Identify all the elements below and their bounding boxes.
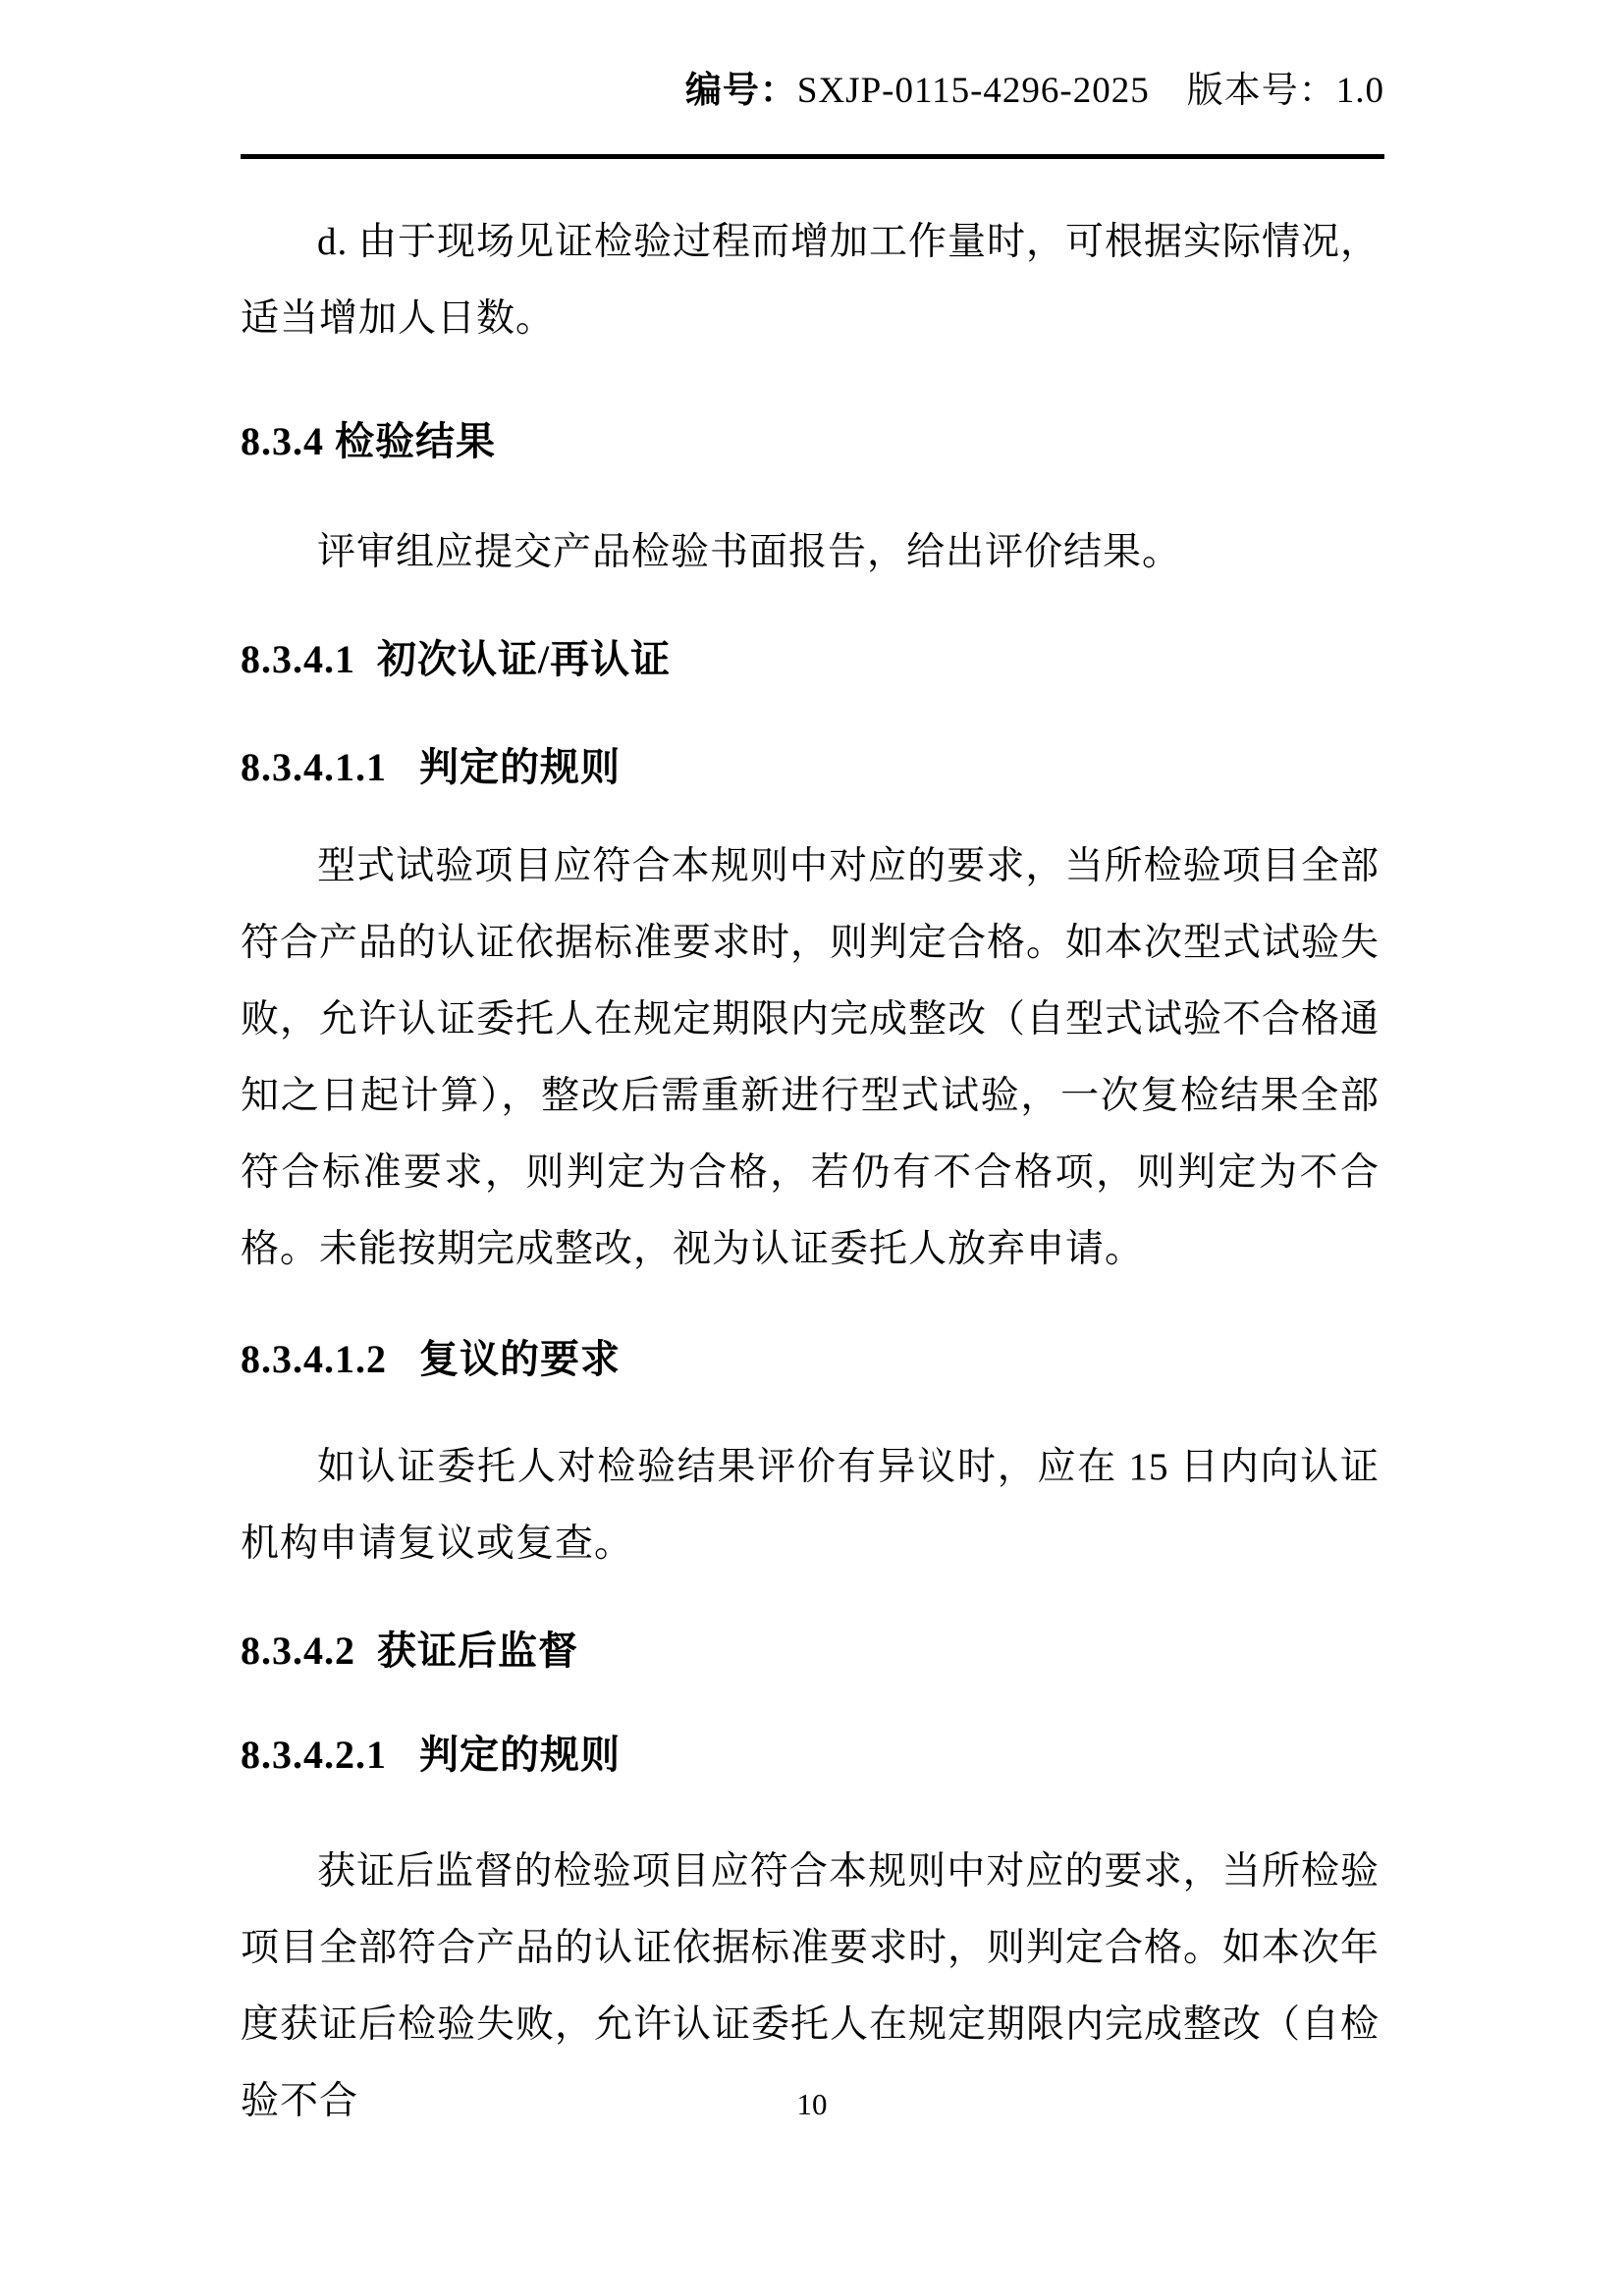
page-header [241, 69, 1384, 114]
heading-8-3-4-1: 8.3.4.1 初次认证/再认证 [241, 637, 672, 681]
doc-number-value: SXJP-0115-4296-2025 [796, 71, 1150, 111]
paragraph-8-3-4: 评审组应提交产品检验书面报告，给出评价结果。 [317, 531, 1182, 573]
version-label: 版本号： [1186, 71, 1336, 111]
header-divider-rule [241, 154, 1384, 159]
heading-8-3-4-1-2: 8.3.4.1.2 复议的要求 [241, 1337, 621, 1381]
paragraph-item-d: d. 由于现场见证检验过程而增加工作量时，可根据实际情况，适当增加人日数。 [241, 221, 1380, 340]
heading-8-3-4: 8.3.4 检验结果 [241, 419, 496, 463]
paragraph-8-3-4-2-1: 获证后监督的检验项目应符合本规则中对应的要求，当所检验项目全部符合产品的认证依据标准要求时，则判定合格。如本次年度获证后检验失败，允许认证委托人在规定期限内完成整改（自检验不合 [241, 1850, 1380, 2122]
heading-8-3-4-1-1: 8.3.4.1.1 判定的规则 [241, 745, 621, 789]
paragraph-8-3-4-1-2: 如认证委托人对检验结果评价有异议时，应在 15 日内向认证机构申请复议或复查。 [241, 1446, 1380, 1565]
paragraph-8-3-4-1-1: 型式试验项目应符合本规则中对应的要求，当所检验项目全部符合产品的认证依据标准要求时，则判定合格。如本次型式试验失败，允许认证委托人在规定期限内完成整改（自型式试验不合格通知之日起计算），整改后需重新进行型式试验，一次复检结果全部符合标准要求，则判定为合格，若仍有不合格项，则判定为不合格。未能按期完成整改，视为认证委托人放弃申请。 [241, 845, 1380, 1270]
doc-number-label: 编号： [684, 71, 797, 111]
version-value: 1.0 [1335, 71, 1384, 111]
page-number: 10 [796, 2087, 828, 2121]
heading-8-3-4-2: 8.3.4.2 获证后监督 [241, 1629, 578, 1673]
heading-8-3-4-2-1: 8.3.4.2.1 判定的规则 [241, 1733, 621, 1777]
